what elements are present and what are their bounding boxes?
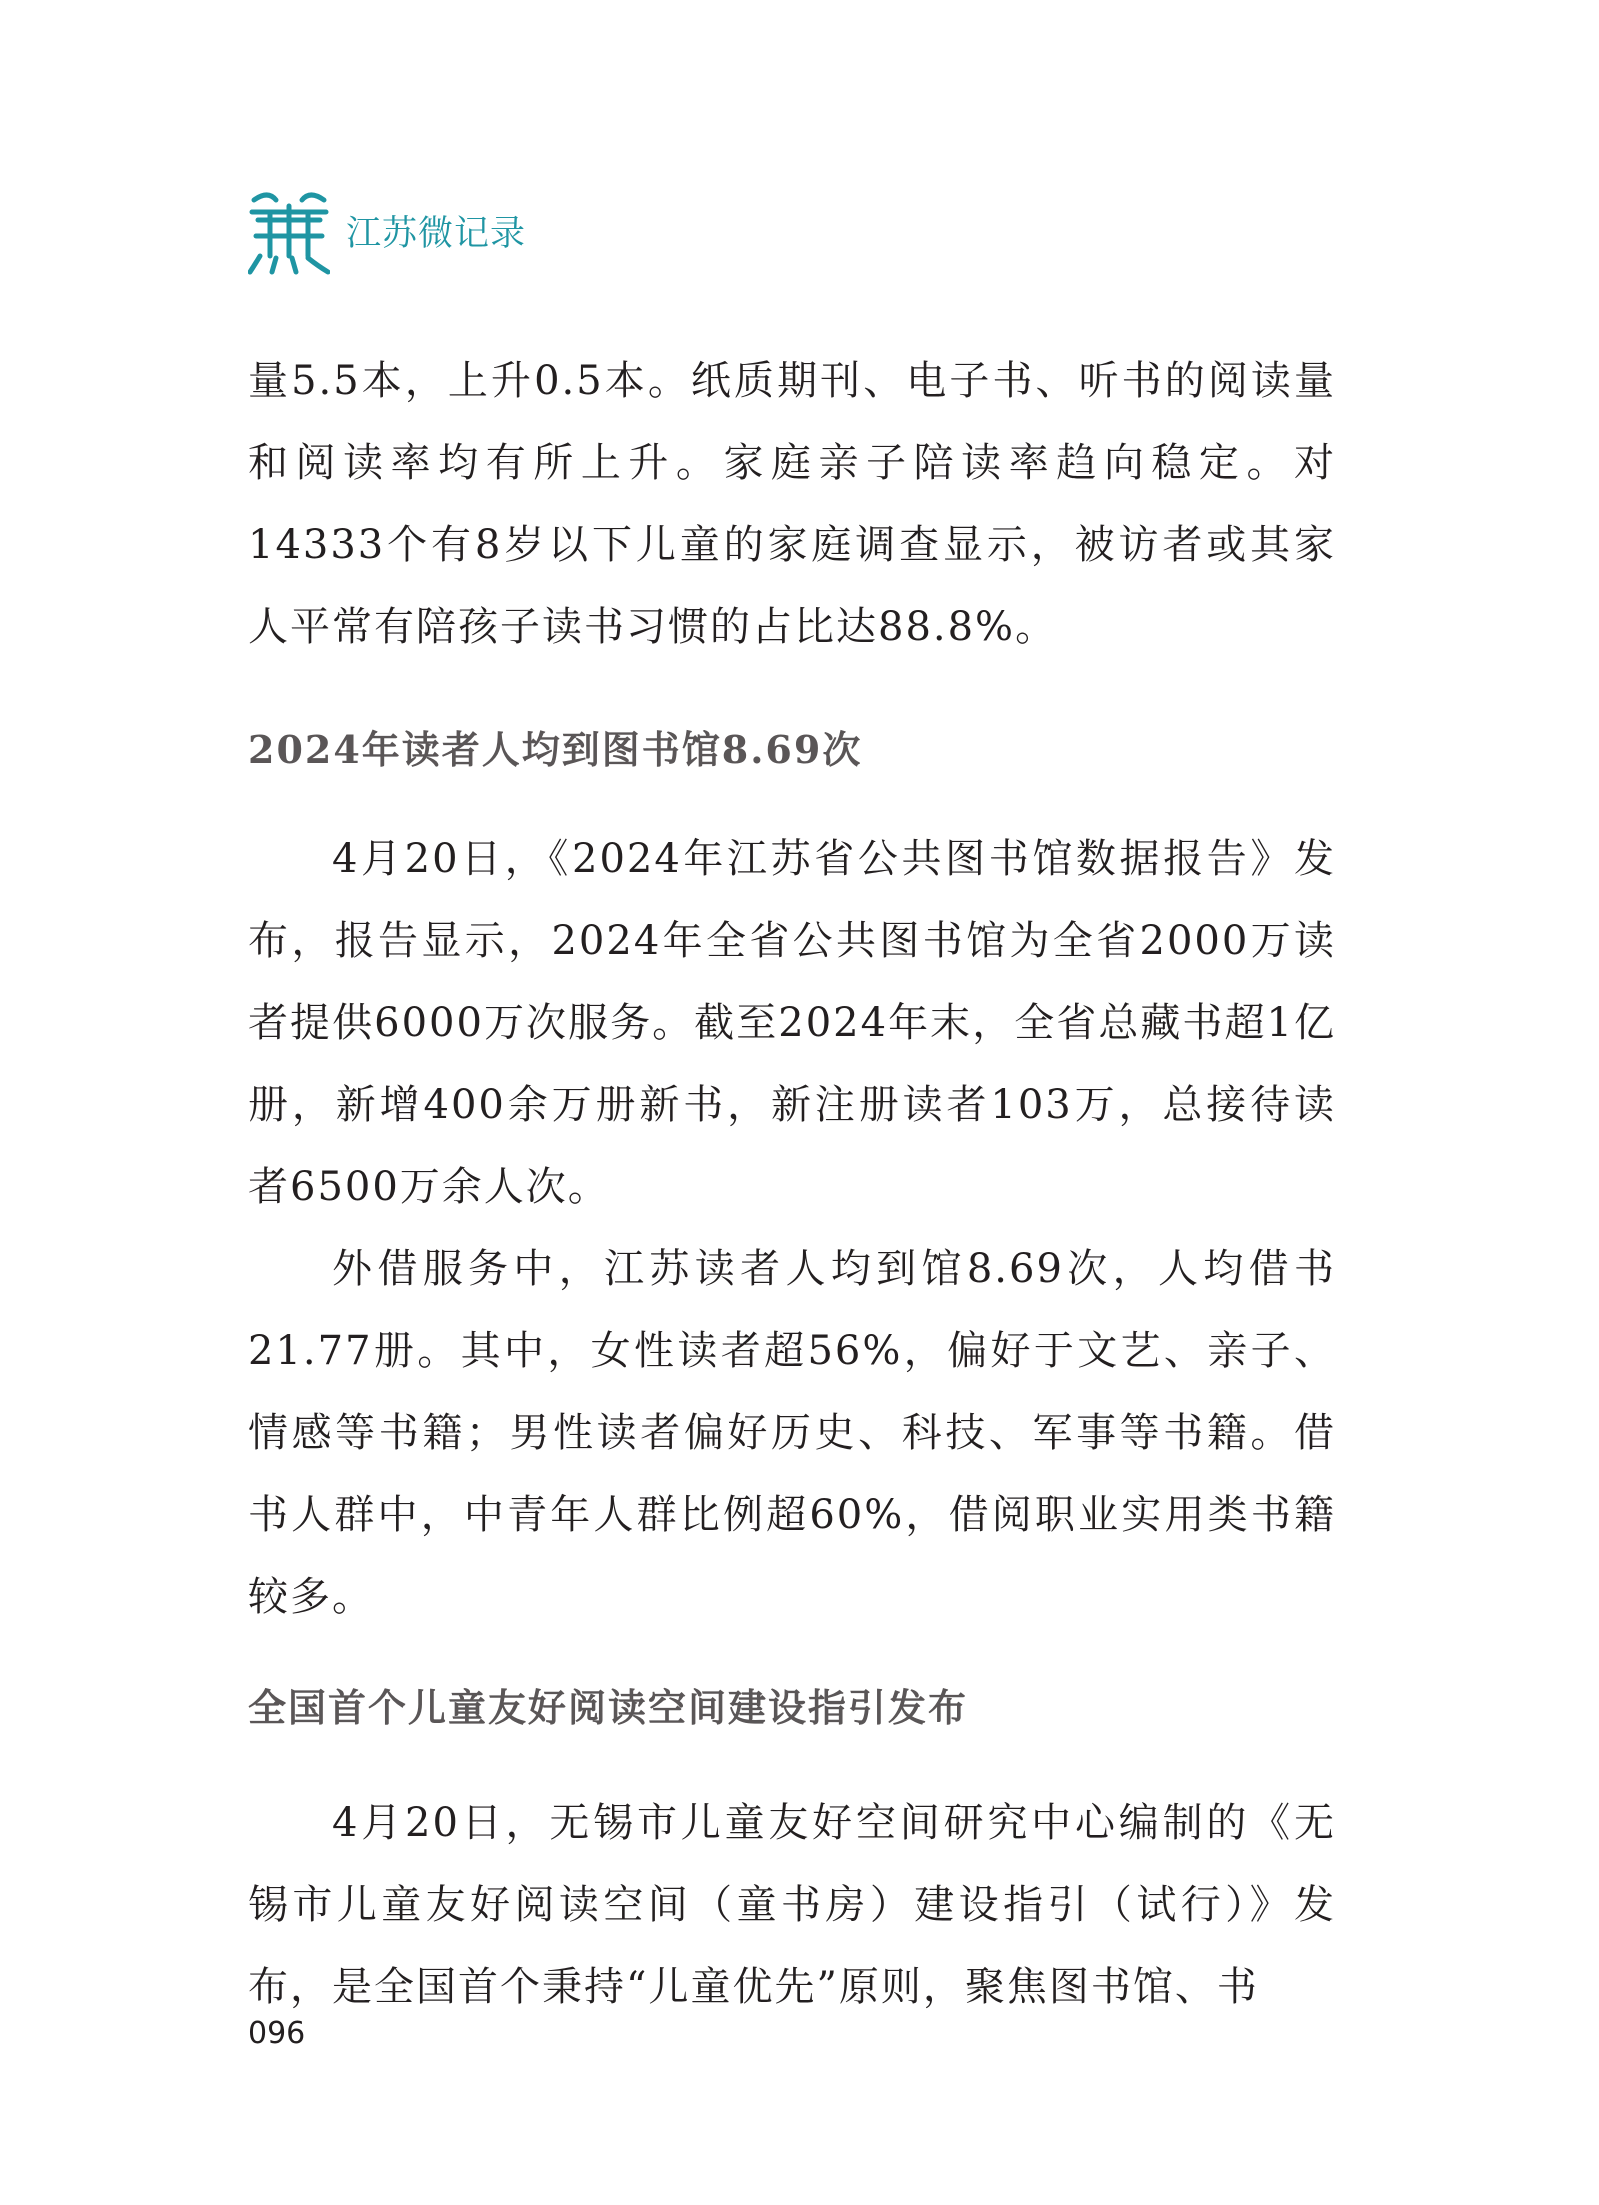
jiangsu-emblem-icon [248,186,330,276]
body-paragraph: 外借服务中，江苏读者人均到馆8.69次，人均借书21.77册。其中，女性读者超56%，偏好于文艺、亲子、情感等书籍；男性读者偏好历史、科技、军事等书籍。借书人群中，中青年人群比例超60%，借阅职业实用类书籍较多。 [248,1246,1336,1620]
page-number: 096 [248,2016,306,2051]
body-paragraph: 4月20日，无锡市儿童友好空间研究中心编制的《无锡市儿童友好阅读空间（童书房）建设指引（试行）》发布，是全国首个秉持“儿童优先”原则，聚焦图书馆、书 [248,1800,1336,2010]
page-header [248,186,526,276]
section-heading: 2024年读者人均到图书馆8.69次 [248,727,863,772]
body-paragraph: 4月20日，《2024年江苏省公共图书馆数据报告》发布，报告显示，2024年全省公共图书馆为全省2000万读者提供6000万次服务。截至2024年末，全省总藏书超1亿册，新增400余万册新书，新注册读者103万，总接待读者6500万余人次。 [248,836,1336,1210]
page-body [248,340,1336,2028]
section-heading: 全国首个儿童友好阅读空间建设指引发布 [248,1685,969,1730]
body-paragraph: 量5.5本，上升0.5本。纸质期刊、电子书、听书的阅读量和阅读率均有所上升。家庭亲子陪读率趋向稳定。对14333个有8岁以下儿童的家庭调查显示，被访者或其家人平常有陪孩子读书习惯的占比达88.8%。 [248,358,1336,650]
brand-title: 江苏微记录 [346,214,527,254]
